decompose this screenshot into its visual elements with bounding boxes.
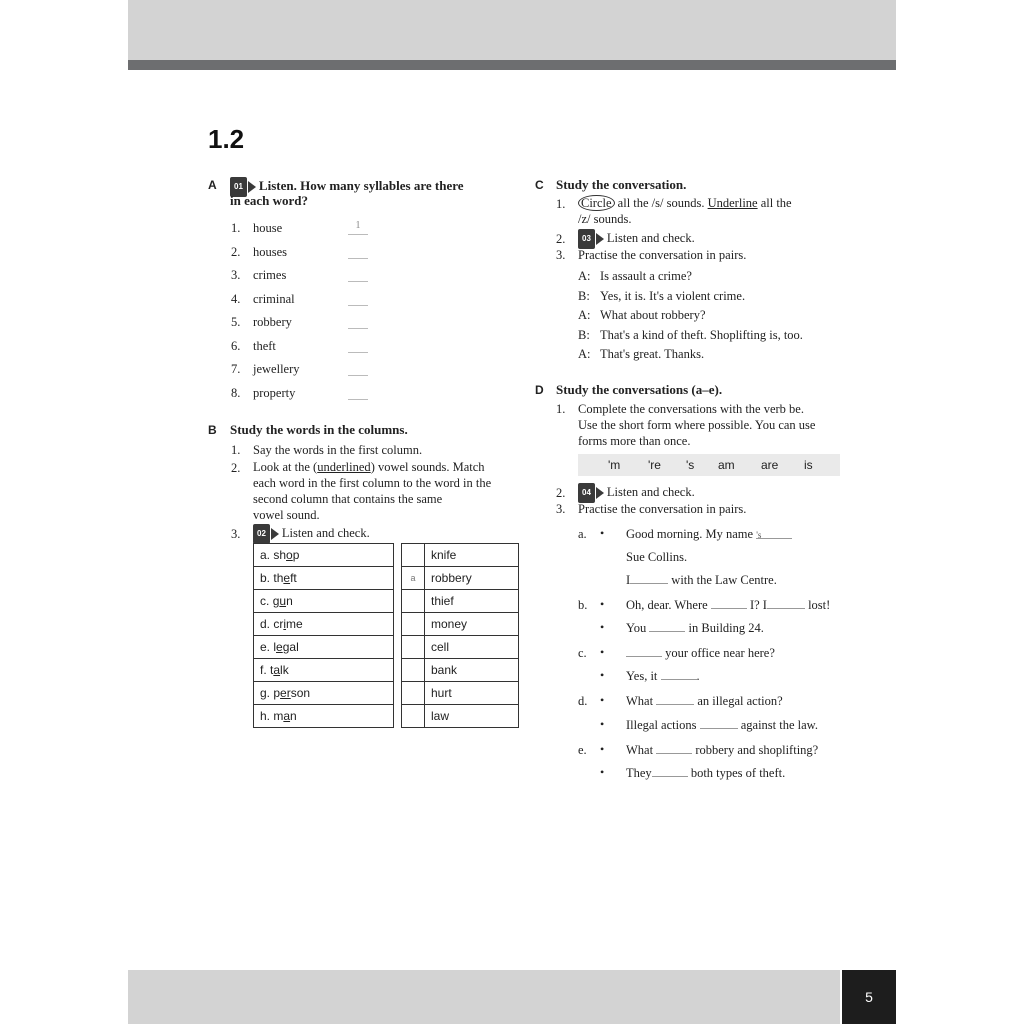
section-a-letter: A [208, 178, 217, 192]
conversation-d-line2: Illegal actions against the law. [626, 718, 819, 732]
conversation-e-line2: They both types of theft. [626, 766, 786, 780]
row-letter: g. [260, 686, 271, 700]
bullet: • [600, 742, 605, 756]
verb-form: 'm [608, 458, 621, 472]
syllable-word: jewellery [253, 362, 300, 376]
verb-form: is [804, 458, 813, 472]
syllable-answer-field[interactable]: 1 [348, 220, 368, 235]
audio-track-icon[interactable]: 04 [578, 483, 607, 503]
speaker-label: A: [578, 347, 591, 361]
table-row [254, 636, 394, 659]
section-b-step2-line4: vowel sound. [253, 508, 320, 522]
table-row [402, 544, 519, 567]
table-row [402, 590, 519, 613]
second-column-word: knife [425, 544, 519, 567]
item-number: 2. [231, 244, 241, 259]
word-part: ft [290, 571, 297, 585]
table-row [254, 613, 394, 636]
section-b-letter: B [208, 423, 217, 437]
second-column-word: thief [425, 590, 519, 613]
bullet: • [600, 717, 605, 731]
step-number: 3. [556, 502, 566, 516]
bullet: • [600, 597, 605, 611]
row-letter: h. [260, 709, 271, 723]
syllable-word: property [253, 385, 296, 400]
table-row [402, 613, 519, 636]
bullet: • [600, 693, 605, 707]
second-column-word: cell [425, 636, 519, 659]
match-answer-box[interactable] [402, 636, 425, 659]
word-part: n [286, 594, 293, 608]
second-column-word: robbery [425, 567, 519, 590]
syllable-answer-field[interactable] [348, 314, 368, 329]
table-row [254, 544, 394, 567]
match-answer-box[interactable] [402, 705, 425, 728]
section-c-step1-line2: /z/ sounds. [578, 212, 632, 226]
conversation-label: a. [578, 527, 587, 541]
answer-blank[interactable] [649, 620, 685, 632]
match-answer-box[interactable] [402, 682, 425, 705]
word-part: cr [273, 617, 284, 631]
step-number: 1. [231, 443, 241, 457]
word-part: th [273, 571, 284, 585]
verb-form: 're [648, 458, 661, 472]
section-c-letter: C [535, 178, 544, 192]
table-row [402, 659, 519, 682]
second-column-word: money [425, 613, 519, 636]
bullet: • [600, 526, 605, 540]
second-column-word: law [425, 705, 519, 728]
verb-form: are [761, 458, 779, 472]
conversation-label: b. [578, 598, 588, 612]
answer-blank[interactable] [661, 668, 697, 680]
table-row [402, 682, 519, 705]
section-b-step2: Look at the (underlined) vowel sounds. Match [253, 460, 485, 474]
answer-blank[interactable] [656, 742, 692, 754]
conversation-a-line2: I with the Law Centre. [626, 573, 777, 587]
syllable-answer-field[interactable] [348, 338, 368, 353]
table-row [402, 705, 519, 728]
underlined-vowel: u [279, 594, 287, 608]
step-number: 3. [556, 248, 566, 262]
syllable-answer-field[interactable] [348, 244, 368, 259]
step-number: 2. [556, 486, 566, 500]
row-letter: b. [260, 571, 271, 585]
first-column-word [254, 544, 394, 567]
section-b-step2-line3: second column that contains the same [253, 492, 443, 506]
section-b-heading: Study the words in the columns. [230, 422, 408, 437]
syllable-word: robbery [253, 315, 292, 329]
first-column-word [254, 613, 394, 636]
section-a-heading-line2: in each word? [230, 193, 308, 208]
row-letter: d. [260, 617, 271, 631]
section-d-step3: Practise the conversation in pairs. [578, 502, 747, 516]
verb-form: 's [686, 458, 695, 472]
answer-blank[interactable]: 's [756, 527, 792, 539]
answer-blank[interactable] [652, 765, 688, 777]
underlined-vowel: o [286, 548, 293, 562]
table-row [254, 682, 394, 705]
row-letter: a. [260, 548, 271, 562]
conversation-c-line1: your office near here? [626, 645, 775, 661]
conversation-d-line1: What an illegal action? [626, 694, 783, 708]
section-a-heading: 01 Listen. How many syllables are there [230, 177, 464, 197]
item-number: 6. [231, 338, 241, 353]
section-c-step1: Circle all the /s/ sounds. Underline all the [578, 195, 792, 211]
conversation-label: e. [578, 743, 587, 757]
bullet: • [600, 620, 605, 634]
row-letter: e. [260, 640, 271, 654]
step-number: 2. [231, 461, 241, 475]
syllable-answer-field[interactable] [348, 267, 368, 282]
section-d-step1-line3: forms more than once. [578, 434, 691, 448]
answer-blank[interactable] [711, 597, 747, 609]
item-number: 7. [231, 362, 241, 376]
item-number: 3. [231, 268, 241, 282]
dialogue-line: Is assault a crime? [600, 269, 692, 283]
table-row [254, 590, 394, 613]
unit-title: 1.2 [208, 124, 245, 154]
section-b-step3: 02 Listen and check. [253, 524, 370, 544]
answer-blank[interactable] [700, 717, 738, 729]
first-column-word [254, 567, 394, 590]
section-d-letter: D [535, 383, 544, 397]
conversation-a-line1b: Sue Collins. [626, 550, 688, 564]
syllable-word: crimes [253, 268, 287, 282]
underlined-vowel: er [280, 686, 291, 700]
answer-blank[interactable] [630, 572, 668, 584]
syllable-word: house [253, 221, 283, 235]
conversation-label: c. [578, 646, 587, 660]
match-answer-box[interactable] [402, 590, 425, 613]
dialogue-line: What about robbery? [600, 308, 706, 322]
word-part: n [290, 709, 297, 723]
page-number: 5 [842, 970, 896, 1024]
syllable-word: theft [253, 338, 276, 353]
audio-track-icon[interactable]: 01 [230, 177, 259, 197]
section-d-step2: 04 Listen and check. [578, 483, 695, 503]
underlined-vowel: a [283, 709, 291, 723]
audio-track-icon[interactable]: 03 [578, 229, 607, 249]
item-number: 1. [231, 221, 241, 235]
first-column-word [254, 636, 394, 659]
speaker-label: B: [578, 288, 590, 303]
speaker-label: A: [578, 308, 591, 322]
step-number: 1. [556, 402, 566, 416]
syllable-word: houses [253, 244, 288, 259]
conversation-a-line1: Good morning. My name 's [626, 526, 792, 542]
speaker-label: A: [578, 269, 591, 283]
answer-blank[interactable] [767, 597, 805, 609]
header-bar [128, 0, 896, 60]
word-part: t [270, 663, 274, 677]
conversation-label: d. [578, 694, 588, 708]
section-c-step2: 03 Listen and check. [578, 229, 695, 249]
word-part: son [290, 686, 311, 700]
conversation-b-line1: Oh, dear. Where I? I lost! [626, 598, 831, 612]
match-answer-box[interactable]: a [402, 567, 425, 590]
word-part: p [273, 686, 281, 700]
section-b-step2-line2: each word in the first column to the word in the [253, 476, 492, 490]
step-number: 2. [556, 232, 566, 246]
word-part: p [292, 548, 300, 562]
underlined-vowel: a [273, 663, 281, 677]
first-column-word [254, 659, 394, 682]
underlined-vowel: i [283, 617, 287, 631]
syllable-answer-field[interactable] [348, 385, 368, 400]
match-answer-box[interactable] [402, 544, 425, 567]
underlined-vowel: e [276, 640, 283, 654]
first-column-word [254, 705, 394, 728]
word-part: g [272, 594, 280, 608]
verb-forms-box [578, 454, 840, 476]
speaker-label: B: [578, 327, 590, 342]
first-column-word [254, 682, 394, 705]
table-row [254, 567, 394, 590]
row-letter: c. [260, 594, 270, 608]
header-rule [128, 60, 896, 70]
word-part: m [273, 709, 284, 723]
bullet: • [600, 645, 605, 659]
second-column-word: bank [425, 659, 519, 682]
word-part: gal [282, 640, 299, 654]
match-answer-box[interactable] [402, 659, 425, 682]
underlined-vowel: e [283, 571, 291, 585]
section-c-step3: Practise the conversation in pairs. [578, 248, 747, 262]
section-d-step1-line2: Use the short form where possible. You can use [578, 418, 816, 432]
item-number: 4. [231, 291, 241, 306]
second-column-table [401, 543, 519, 728]
bullet: • [600, 668, 605, 682]
answer-blank[interactable] [626, 645, 662, 657]
footer-bar [128, 970, 840, 1024]
syllable-answer-field[interactable] [348, 291, 368, 306]
conversation-b-line2: You in Building 24. [626, 621, 764, 635]
table-row [254, 705, 394, 728]
word-part: sh [273, 548, 287, 562]
verb-form: am [718, 458, 735, 472]
second-column-word: hurt [425, 682, 519, 705]
section-d-heading: Study the conversations (a–e). [556, 382, 723, 397]
section-d-step1: Complete the conversations with the verb be. [578, 402, 804, 416]
bullet: • [600, 765, 605, 779]
table-row [402, 567, 519, 590]
first-column-word [254, 590, 394, 613]
table-row [402, 636, 519, 659]
section-b-step1: Say the words in the first column. [253, 443, 423, 457]
step-number: 3. [231, 527, 241, 541]
word-part: l [273, 640, 277, 654]
item-number: 8. [231, 385, 241, 400]
first-column-table [253, 543, 394, 728]
syllable-answer-field[interactable] [348, 361, 368, 376]
word-part: lk [280, 663, 289, 677]
item-number: 5. [231, 315, 241, 329]
dialogue-line: That's great. Thanks. [600, 347, 705, 361]
conversation-e-line1: What robbery and shoplifting? [626, 743, 819, 757]
word-part: me [286, 617, 303, 631]
section-c-heading: Study the conversation. [556, 177, 687, 192]
dialogue-line: That's a kind of theft. Shoplifting is, too. [600, 327, 803, 342]
match-answer-box[interactable] [402, 613, 425, 636]
syllable-word: criminal [253, 291, 295, 306]
audio-track-icon[interactable]: 02 [253, 524, 282, 544]
conversation-c-line2: Yes, it . [626, 669, 700, 683]
dialogue-line: Yes, it is. It's a violent crime. [600, 288, 746, 303]
row-letter: f. [260, 663, 267, 677]
step-number: 1. [556, 197, 566, 211]
table-row [254, 659, 394, 682]
answer-blank[interactable] [656, 693, 694, 705]
